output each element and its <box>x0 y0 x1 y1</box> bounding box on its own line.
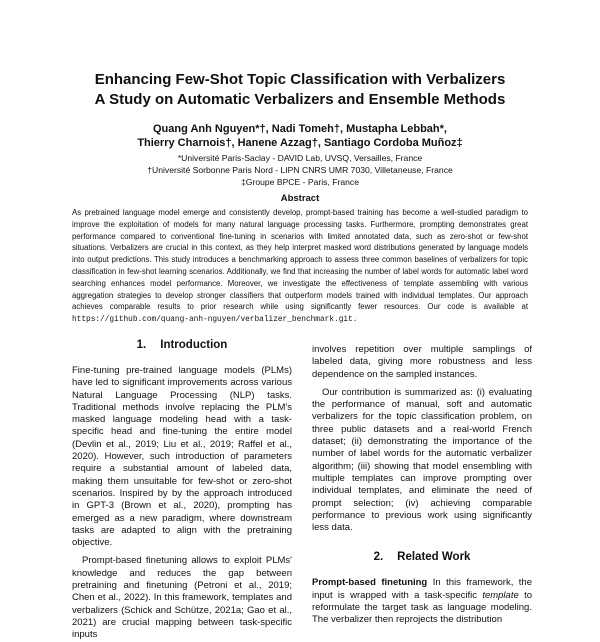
author-list <box>60 122 540 150</box>
abstract-heading: Abstract <box>280 193 320 204</box>
title-line-2: A Study on Automatic Verbalizers and Ensemble Methods <box>94 91 506 108</box>
section-title: Introduction <box>160 339 228 351</box>
contribution-paragraph: Our contribution is summarized as: (i) evaluating the performance of manual, soft and automatic verbalizers for the topic classification problem, on three public datasets and a real-world French dataset; (ii) demonstrating the importance of the number of label words for the automatic verbalizer algorithm; (iii) showing that model ensembling with multiple templates can improve prompting over individual templates, and eliminate the need of prompt selection; (iv) achieving comparable performance to previous work using significantly less data. <box>312 386 532 534</box>
right-paragraph-1: involves repetition over multiple samplings of labeled data, giving more robustness and less dependence on the sampled instances. <box>312 344 532 380</box>
intro-paragraph-2: Prompt-based finetuning allows to exploit PLMs' knowledge and reduces the gap between pretraining and finetuning (Petroni et al., 2019; Chen et al., 2022). In this framework, templates and verbalizers (Schick and Schütze, 2021a; Gao et al., 2021) are crucial mapping between task-specific inputs <box>72 555 292 641</box>
section-heading-related-work <box>312 550 532 564</box>
left-column <box>72 338 292 642</box>
affiliation-1: *Université Paris-Saclay - DAVID Lab, UVSQ, Versailles, France <box>177 153 423 163</box>
related-text-a: In this framework, the input is wrapped with a task-specific <box>312 577 533 601</box>
affiliation-2: †Université Sorbonne Paris Nord - LIPN CNRS UMR 7030, Villetaneuse, France <box>147 165 453 175</box>
related-paragraph <box>312 577 532 626</box>
section-title: Related Work <box>397 551 471 564</box>
paper-title <box>60 70 540 110</box>
right-column <box>312 344 532 627</box>
section-heading-introduction <box>72 338 292 352</box>
affiliations <box>60 152 540 188</box>
code-url-link[interactable]: https://github.com/quang-anh-nguyen/verbalizer_benchmark.git. <box>72 316 358 325</box>
related-text-b: to reformulate the target task as language modeling. The verbalizer then reprojects the distribution <box>312 589 532 626</box>
abstract-text: As pretrained language model emerge and consistently develop, prompt-based training has become a well-studied paradigm to improve the exploitation of models for many natural language processing tasks. Furthermore, prompting demonstrates great performance compared to conventional fine-tuning in scenarios with limited annotated data, such as zero-shot or few-shot situations. Verbalizers are crucial in this context, as they help interpret masked word distributions generated by language models into output predictions. This study introduces a benchmarking approach to assess three common baselines of verbalizers for topic classification in few-shot learning scenarios. Additionally, we find that increasing the number of label words for automatic label word searching enhances model performance. Moreover, we investigate the effectiveness of template assembling with various aggregation strategies to develop stronger classifiers that outperform models trained with individual templates. Our approach achieves comparable results to prior research while using significantly fewer resources. Our code is available at <box>72 208 528 312</box>
authors-line-1: Quang Anh Nguyen*†, Nadi Tomeh†, Mustapha Lebbah*, <box>153 123 447 135</box>
title-line-1: Enhancing Few-Shot Topic Classification with Verbalizers <box>94 71 506 88</box>
template-term: template <box>482 589 519 601</box>
authors-line-2: Thierry Charnois†, Hanene Azzag†, Santiago Cordoba Muñoz‡ <box>137 137 463 149</box>
section-number: 1. <box>136 339 147 351</box>
run-in-heading: Prompt-based finetuning <box>312 577 428 589</box>
abstract-body <box>72 207 528 327</box>
affiliation-3: ‡Groupe BPCE - Paris, France <box>241 177 359 187</box>
intro-paragraph-1: Fine-tuning pre-trained language models (PLMs) have led to significant improvements across various Natural Language Processing (NLP) tasks. Traditional methods involve replacing the PLM's masked language modeling head with a task-specific head and fine-tuning the entire model (Devlin et al., 2019; Liu et al., 2019; Raffel et al., 2020). However, such introduction of parameters require a substantial amount of labeled data, making them unsuitable for few-shot or zero-shot scenarios. Inspired by by the approach introduced in GPT-3 (Brown et al., 2020), prompting has emerged as a new paradigm, where downstream tasks are adapted to align with the pretraining objective. <box>72 365 292 549</box>
section-number: 2. <box>373 551 384 564</box>
